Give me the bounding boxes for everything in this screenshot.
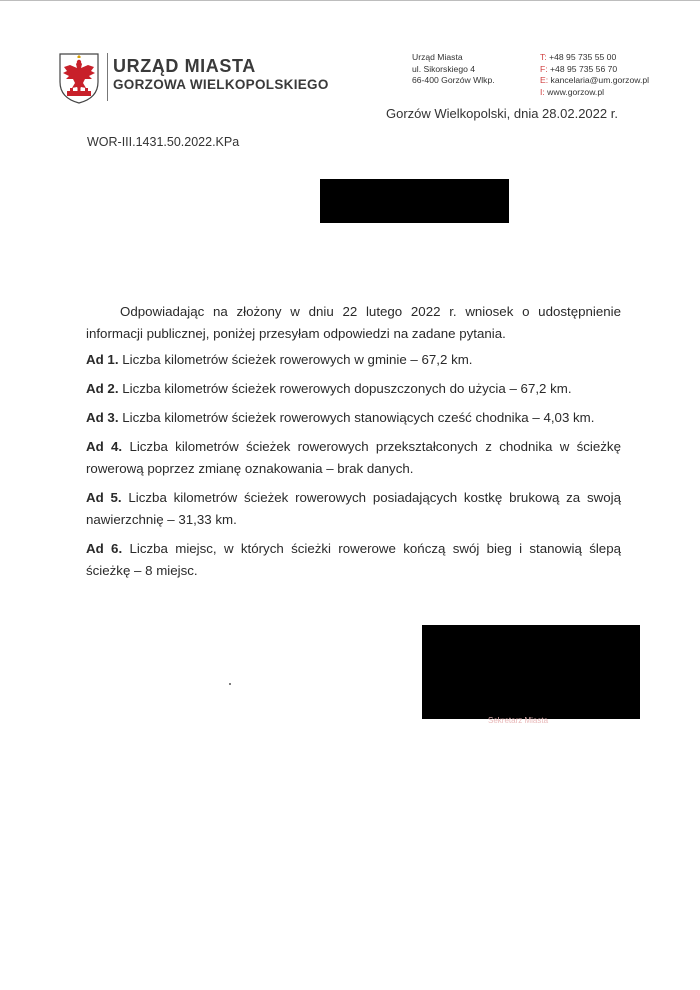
contact-block — [540, 52, 649, 98]
scan-edge-line — [0, 0, 700, 1]
contact-value: +48 95 735 56 70 — [550, 63, 618, 74]
answer-text: Liczba kilometrów ścieżek rowerowych w gminie – 67,2 km. — [122, 352, 473, 367]
contact-label: I: — [540, 86, 545, 97]
place-and-date: Gorzów Wielkopolski, dnia 28.02.2022 r. — [386, 106, 618, 121]
city-coat-of-arms-eagle-icon — [58, 52, 100, 104]
contact-label: T: — [540, 52, 547, 62]
org-name-line1: URZĄD MIASTA — [113, 56, 256, 76]
answer-label: Ad 4. — [86, 439, 123, 454]
answer-item — [86, 407, 621, 429]
answer-text: Liczba kilometrów ścieżek rowerowych dopuszczonych do użycia – 67,2 km. — [122, 381, 572, 396]
redacted-signature-block — [422, 625, 640, 719]
organization-name — [113, 56, 329, 94]
header-divider — [107, 53, 108, 101]
contact-label: E: — [540, 75, 549, 86]
answer-text: Liczba kilometrów ścieżek rowerowych przekształconych z chodnika w ścieżkę rowerową poprzez zmianę oznakowania – brak danych. — [86, 439, 621, 476]
answer-label: Ad 6. — [86, 541, 123, 556]
answer-label: Ad 1. — [86, 352, 119, 367]
address-line2: ul. Sikorskiego 4 — [412, 63, 476, 74]
intro-paragraph: Odpowiadając na złożony w dniu 22 lutego 2022 r. wniosek o udostępnienie informacji publicznej, poniżej przesyłam odpowiedzi na zadane pytania. — [86, 304, 621, 341]
answer-label: Ad 5. — [86, 490, 122, 505]
address-line1: Urząd Miasta — [412, 52, 463, 62]
answer-item — [86, 349, 621, 371]
contact-value: kancelaria@um.gorzow.pl — [550, 75, 650, 86]
contact-website — [540, 87, 649, 99]
contact-value: +48 95 735 55 00 — [549, 52, 617, 62]
answer-item — [86, 487, 621, 531]
answer-text: Liczba kilometrów ścieżek rowerowych posiadających kostkę brukową za swoją nawierzchnię – 31,33 km. — [86, 490, 621, 527]
answer-item — [86, 378, 621, 400]
reference-number: WOR-III.1431.50.2022.KPa — [87, 135, 240, 149]
answer-label: Ad 3. — [86, 410, 119, 425]
answer-item — [86, 538, 621, 582]
answer-text: Liczba miejsc, w których ścieżki rowerowe kończą swój bieg i stanowią ślepą ścieżkę – 8 miejsc. — [86, 541, 621, 578]
contact-label: F: — [540, 63, 548, 74]
org-name-line2: GORZOWA WIELKOPOLSKIEGO — [113, 77, 329, 92]
address-line3: 66-400 Gorzów Wlkp. — [412, 75, 495, 85]
answer-item — [86, 436, 621, 480]
contact-email — [540, 75, 649, 87]
contact-fax — [540, 64, 649, 76]
answer-text: Liczba kilometrów ścieżek rowerowych stanowiących cześć chodnika – 4,03 km. — [122, 410, 595, 425]
redacted-recipient-block — [320, 179, 509, 223]
answer-label: Ad 2. — [86, 381, 119, 396]
letter-body — [86, 301, 621, 589]
office-address — [412, 52, 495, 87]
contact-phone — [540, 52, 649, 64]
scan-speck — [229, 683, 231, 685]
contact-value: www.gorzow.pl — [547, 86, 605, 97]
signature-stamp-text: Sekretarz Miasta — [488, 716, 549, 725]
